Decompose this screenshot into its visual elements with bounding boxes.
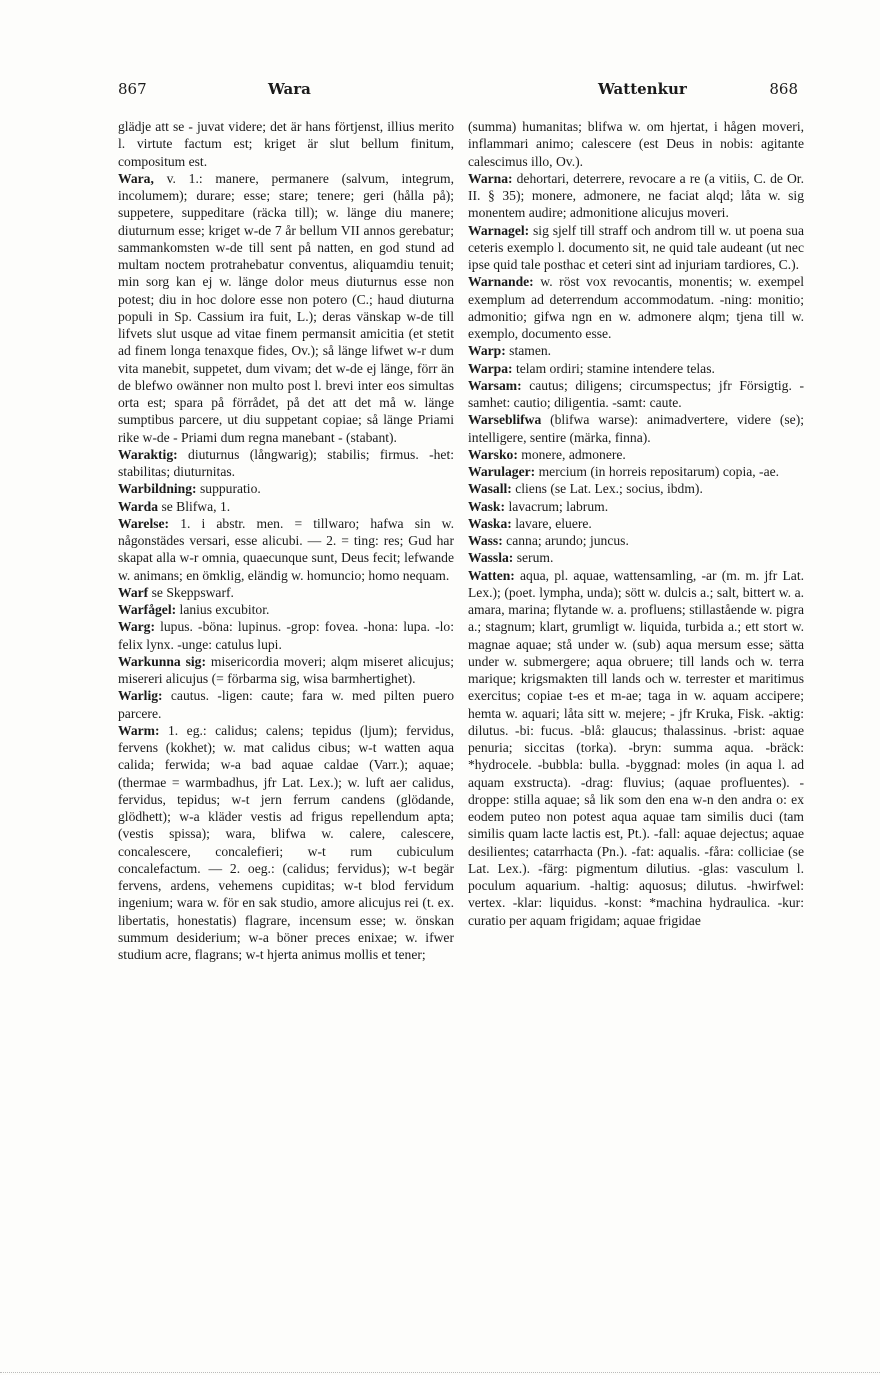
dictionary-entry	[468, 480, 804, 497]
entry-headword: Warkunna sig:	[118, 653, 207, 669]
entry-headword: Warnande:	[468, 274, 534, 290]
entry-headword: Warnagel:	[468, 222, 530, 238]
entry-headword: Warfågel:	[118, 602, 177, 617]
entry-text: dehortari, deterrere, revocare a re (a vitiis, C. de Or. II. § 35); monere, admonere, ne faciat alqd; låta w. sig monentem audire; admonitione alicujus moveri.	[468, 170, 804, 221]
entry-text: misericordia moveri; alqm miseret alicujus; misereri alicujus (= förbarma sig, wisa barmhertighet).	[118, 653, 454, 686]
entry-headword: Warbildning:	[118, 481, 197, 497]
dictionary-entry	[118, 584, 454, 601]
entry-headword: Warg:	[118, 619, 155, 635]
entry-text: glädje att se - juvat videre; det är hans förtjenst, illius merito l. virtute factum est; kriget är slut bellum finitum, compositum est.	[118, 119, 454, 169]
dictionary-entry	[468, 549, 804, 566]
entry-text: cliens (se Lat. Lex.; socius, ibdm).	[515, 481, 703, 497]
entry-text: cautus; diligens; circumspectus; jfr Försigtig. -samhet: cautio; diligentia. -samt: caute.	[468, 377, 804, 410]
bottom-dotted-rule	[0, 1372, 880, 1373]
entry-headword: Warsam:	[468, 377, 522, 393]
dictionary-entry	[118, 687, 454, 722]
entry-text: se Blifwa, 1.	[161, 498, 231, 514]
entry-text: stamen.	[509, 343, 552, 359]
entry-text: 1. eg.: calidus; calens; tepidus (ljum); fervidus, fervens (kokhet); w. mat calidus cibus; w-t watten aqua calida; ferwida; w-a bad aquae caldae (Varr.); aquae; (thermae = warmbadhus, jfr Lat. Lex.); w. luft aer calidus, fervidus, tepidus; w-t jern ferrum candens (glödande, glödhett); w-a kläder vestis ad frigus repellendum apta; (vestis spissa); wara, blifwa w. calere, calescere, concalescere, concalefieri; w-t rum cubiculum concalefactum. — 2. oeg.: (calidus; fervidus); w-t begär fervens, ardens, vehemens cupiditas; w-t blod fervidum ingenium; wara w. för en sak studio, amore alicujus rei (t. ex. libertatis, honestatis) flagrare, incensum esse; w. önskan summum desiderium; w-a böner preces enixae; w. ifwer studium acre, flagrans; w-t hjerta animus mollis et tener;	[118, 722, 454, 962]
entry-headword: Wassla:	[468, 550, 514, 566]
dictionary-entry	[468, 360, 804, 377]
entry-headword: Warm:	[118, 722, 160, 738]
dictionary-entry	[118, 446, 454, 481]
dictionary-entry	[118, 118, 454, 170]
dictionary-entry	[468, 222, 804, 274]
entry-text: se Skeppswarf.	[151, 584, 234, 600]
entry-text: v. 1.: manere, permanere (salvum, integrum, incolumem); durare; esse; stare; tenere; geri (hålla på); suppetere, suppeditare (räcka till); w. länge diu manere; diuturnum esse; kriget w-de 7 år bellum VII annos gerebatur; sammankomsten w-de till sent på natten, en god stund ad multam noctem protrahebatur conventus, aliquamdiu tenuit; min sorg kan ej w. länge dolor meus diuturnus esse non potest; diu in hoc dolore esse non potero (C.; haud diuturna populi in Sp. Cassium ira fuit, L.); deras vänskap w-de till lifvets slut usque ad vitae finem permansit amicitia (et stetit ad finem longa tenaxque fides, Ov.); så länge lifwet w-r dum vita manebit, suppetet, dum vivam; det w-de ej länge, förr än de blefwo owänner non multo post l. brevi inter eos simultas orta est; spara på förrådet, på det att det må w. länge sumptibus parcere, ut diu suppetant copiae; så länge Priami rike w-de - Priami dum regna manebant - (stabant).	[118, 170, 454, 445]
entry-text: lanius excubitor.	[179, 602, 270, 617]
entry-text: (blifwa warse): animadvertere, videre (se); intelligere, sentire (märka, finna).	[468, 412, 804, 445]
entry-headword: Watten:	[468, 567, 515, 583]
dictionary-entry	[118, 480, 454, 497]
right-column	[468, 118, 804, 1238]
entry-headword: Warlig:	[118, 688, 163, 704]
entry-text: w. röst vox revocantis, monentis; w. exempel exemplum ad deterrendum accommodatum. -ning: monitio; admonitio; gifwa ngn en w. admonere alqm; tjena till w. exemplo, documento esse.	[468, 274, 804, 341]
entry-text: cautus. -ligen: caute; fara w. med pilten puero parcere.	[118, 688, 454, 721]
entry-text: suppuratio.	[199, 481, 261, 497]
dictionary-entry	[468, 463, 804, 480]
entry-text: serum.	[516, 550, 554, 566]
dictionary-entry	[468, 377, 804, 412]
dictionary-entry	[468, 515, 804, 532]
dictionary-entry	[118, 653, 454, 688]
dictionary-entry	[118, 618, 454, 653]
entry-headword: Warp:	[468, 343, 506, 359]
dictionary-entry	[468, 273, 804, 342]
entry-headword: Warda	[118, 498, 159, 514]
entry-headword: Warulager:	[468, 464, 536, 479]
entry-headword: Wask:	[468, 498, 506, 514]
guide-word-left: Wara	[268, 80, 311, 98]
entry-text: sig sjelf till straff och androm till w. ut poena sua ceteris exemplo l. documento sit, ne quid tale audeant (ut nec ipse quid tale posthac et ceteri sint ad injuriam tardiores, C.).	[468, 222, 804, 272]
entry-text: lupus. -böna: lupinus. -grop: fovea. -hona: lupa. -lo: felix lynx. -unge: catulus lupi.	[118, 619, 454, 652]
entry-text: 1. i abstr. men. = tillwaro; hafwa sin w. någonstädes versari, esse alicubi. — 2. = ting: res; Gud har skapat alla w-r omnia, quaecunque sunt, Deus fecit; lefwande w. animans; en ömklig, eländig w. homuncio; homo nequam.	[118, 515, 454, 583]
entry-text: telam ordiri; stamine intendere telas.	[515, 360, 715, 376]
entry-headword: Warelse:	[118, 515, 170, 531]
entry-headword: Warna:	[468, 170, 513, 186]
entry-text: diuturnus (långwarig); stabilis; firmus. -het: stabilitas; diuturnitas.	[118, 446, 454, 479]
entry-text: monere, admonere.	[521, 446, 626, 462]
entry-headword: Warf	[118, 584, 149, 600]
running-header	[118, 80, 798, 102]
entry-text: canna; arundo; juncus.	[506, 533, 629, 548]
entry-text: mercium (in horreis repositarum) copia, -ae.	[538, 464, 780, 479]
dictionary-entry	[468, 567, 804, 929]
dictionary-entry	[118, 170, 454, 446]
dictionary-entry	[468, 342, 804, 359]
entry-headword: Waska:	[468, 515, 512, 531]
entry-text: aqua, pl. aquae, wattensamling, -ar (m. m. jfr Lat. Lex.); (poet. lympha, unda); sött w. dulcis a.; salt, bittert w. a. amara, marina; flytande w. a. profluens; stillastående w. pigra a.; stagnum; klart, grumligt w. liquida, turbida a.; ett stort w. magnae aquae; stå under w. (sub) aqua mersum esse; sätta under w. submergere; aqua obruere; till lands och w. terra marique; krigsmakten till lands och w. terrester et maritimus exercitus; copiae t-es et m-ae; taga in w. aquam accipere; hemta w. aquari; låta sitt w. mejere; - jfr Kruka, Fisk. -aktig: dilutus. -bi: fucus. -blå: glaucus; thalassinus. -brist: aquae penuria; siccitas (torka). -bryn: summa aqua. -bräck: *hydrocele. -bubbla: bulla. -byggnad: moles (in aqua l. ad aquam exstructa). -drag: fluvius; (aquae profluentes). -droppe: stilla aquae; så lik som den ena w-n den andra o: ex eodem puteo non potest aqua aquae tam similis duci (tam similis quam lacte lactis est, Pt.). -fall: aquae dejectus; aquae desilientes; catarrhacta (Pn.). -fat: aqualis. -fåra: colliciae (se Lat. Lex.). -färg: pigmentum dilutius. -glas: vasculum l. poculum aquarium. -haltig: aquosus; dilutus. -hwirfwel: vertex. -klar: liquidus. -konst: *machina hydraulica. -kur: curatio per aquam frigidam; aquae frigidae	[468, 567, 804, 928]
entry-text: (summa) humanitas; blifwa w. om hjertat, i hågen moveri, inflammari animo; calescere (est Deus in nobis: agitante calescimus illo, Ov.).	[468, 119, 804, 169]
dictionary-entry	[118, 601, 454, 618]
dictionary-entry	[468, 170, 804, 222]
entry-headword: Warseblifwa	[468, 412, 542, 428]
entry-headword: Warpa:	[468, 360, 513, 376]
dictionary-entry	[468, 498, 804, 515]
dictionary-entry	[468, 118, 804, 170]
dictionary-entry	[468, 446, 804, 463]
entry-text: lavacrum; labrum.	[508, 498, 609, 514]
left-column	[118, 118, 454, 1238]
entry-headword: Wara,	[118, 170, 154, 186]
entry-headword: Wasall:	[468, 481, 512, 497]
dictionary-entry	[118, 515, 454, 584]
entry-headword: Wass:	[468, 533, 503, 548]
guide-word-right: Wattenkur	[598, 80, 687, 98]
entry-headword: Warsko:	[468, 446, 518, 462]
dictionary-entry	[118, 498, 454, 515]
dictionary-entry	[468, 532, 804, 549]
page-number-right: 868	[769, 80, 798, 98]
entry-text: lavare, eluere.	[515, 515, 592, 531]
page-number-left: 867	[118, 80, 147, 98]
entry-headword: Waraktig:	[118, 446, 178, 462]
dictionary-entry	[118, 722, 454, 964]
dictionary-entry	[468, 411, 804, 446]
